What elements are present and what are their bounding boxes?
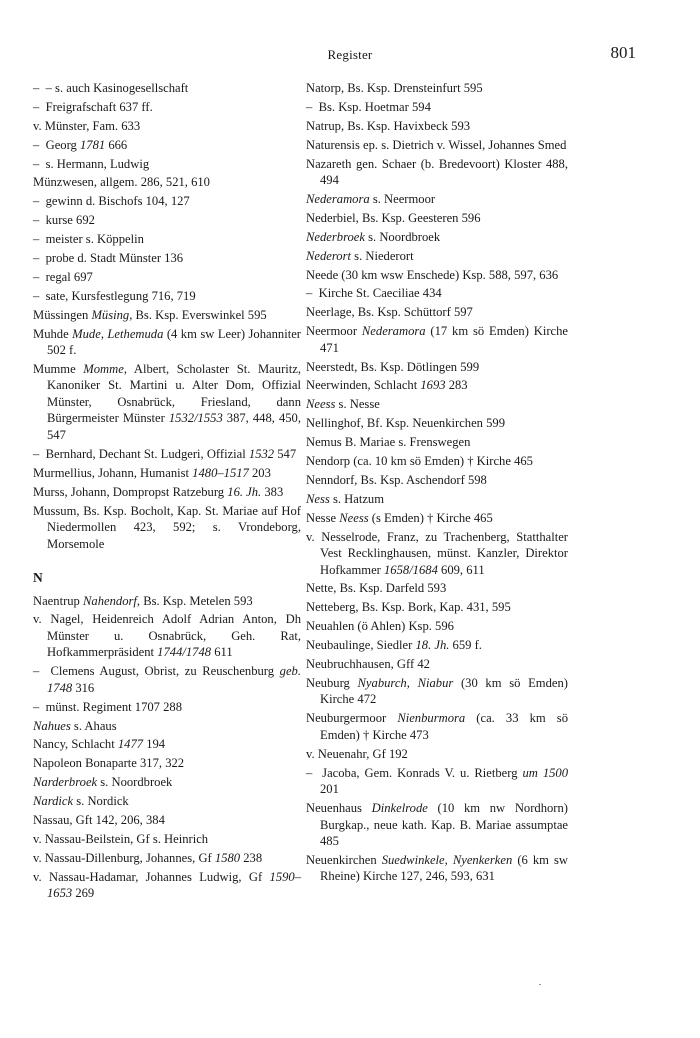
index-entry: Neerstedt, Bs. Ksp. Dötlingen 599 <box>306 359 480 374</box>
index-entry: Murss, Johann, Dompropst Ratzeburg 16. Jh. 383 <box>33 484 284 499</box>
index-entry: Mussum, Bs. Ksp. Bocholt, Kap. St. Mariae auf Hof Niedermollen 423, 592; s. Vrondeborg, Morsemole <box>33 503 301 551</box>
index-entry: Neubaulinge, Siedler 18. Jh. 659 f. <box>306 638 482 653</box>
page-number: 801 <box>610 43 636 62</box>
index-entry: Nemus B. Mariae s. Frenswegen <box>306 435 471 450</box>
index-entry: Neerlage, Bs. Ksp. Schüttorf 597 <box>306 305 473 320</box>
index-entry: – sate, Kursfestlegung 716, 719 <box>33 288 196 303</box>
index-entry: Nassau, Gft 142, 206, 384 <box>33 813 165 828</box>
index-entry: Nahues s. Ahaus <box>33 718 117 733</box>
index-entry: – gewinn d. Bischofs 104, 127 <box>33 194 190 209</box>
index-entry: Neubruchhausen, Gff 42 <box>306 657 430 672</box>
index-entry: Münzwesen, allgem. 286, 521, 610 <box>33 175 210 190</box>
index-entry: Neuburgermoor Nienburmora (ca. 33 km sö Emden) † Kirche 473 <box>306 711 568 742</box>
index-entry: Nederamora s. Neermoor <box>306 191 436 206</box>
index-entry: Narderbroek s. Noordbroek <box>33 775 173 790</box>
index-entry: v. Neuenahr, Gf 192 <box>306 746 408 761</box>
index-entry: Neuenhaus Dinkelrode (10 km nw Nordhorn) Burgkap., neue kath. Kap. B. Mariae assumptae 485 <box>306 801 568 848</box>
index-entry: Neermoor Nederamora (17 km sö Emden) Kirche 471 <box>306 324 569 355</box>
index-entry: v. Nassau-Hadamar, Johannes Ludwig, Gf 1590–1653 269 <box>33 869 301 901</box>
index-entry: Neuahlen (ö Ahlen) Ksp. 596 <box>306 619 454 634</box>
index-entry: v. Nesselrode, Franz, zu Trachenberg, Statthalter Vest Recklinghausen, münst. Kanzler, Direktor Hofkammer 1658/1684 609, 611 <box>306 529 568 577</box>
index-entry: v. Nagel, Heidenreich Adolf Adrian Anton, Dh Münster u. Osnabrück, Geh. Rat, Hofkammerpräsident 1744/1748 611 <box>33 612 301 660</box>
index-entry: Nenndorf, Bs. Ksp. Aschendorf 598 <box>306 472 487 487</box>
index-entry: – münst. Regiment 1707 288 <box>33 699 183 714</box>
index-column-right <box>306 80 568 887</box>
index-entry: Nederort s. Niederort <box>306 248 414 263</box>
index-entry: Nardick s. Nordick <box>33 794 129 809</box>
page-mark <box>539 984 541 985</box>
index-entry: Nellinghof, Bf. Ksp. Neuenkirchen 599 <box>306 416 506 431</box>
index-entry: – Bernhard, Dechant St. Ludgeri, Offizial 1532 547 <box>33 446 297 461</box>
index-entry: Netteberg, Bs. Ksp. Bork, Kap. 431, 595 <box>306 600 511 615</box>
index-entry: – Clemens August, Obrist, zu Reuschenburg geb. 1748 316 <box>33 664 301 695</box>
index-entry: – meister s. Köppelin <box>33 232 144 247</box>
index-entry: Natorp, Bs. Ksp. Drensteinfurt 595 <box>306 81 483 95</box>
index-entry: – Freigrafschaft 637 ff. <box>33 99 153 114</box>
index-entry: Müssingen Müsing, Bs. Ksp. Everswinkel 595 <box>33 307 267 322</box>
index-entry: Nazareth gen. Schaer (b. Bredevoort) Kloster 488, 494 <box>306 156 568 188</box>
index-entry: Murmellius, Johann, Humanist 1480–1517 203 <box>33 465 271 480</box>
index-entry: Neess s. Nesse <box>306 397 380 412</box>
index-entry: Nesse Neess (s Emden) † Kirche 465 <box>306 510 493 525</box>
index-entry: Natrup, Bs. Ksp. Havixbeck 593 <box>306 118 471 133</box>
index-entry: – Kirche St. Caeciliae 434 <box>306 286 442 301</box>
index-entry: Napoleon Bonaparte 317, 322 <box>33 756 185 771</box>
index-entry: – Jacoba, Gem. Konrads V. u. Rietberg um 1500 201 <box>306 765 569 797</box>
index-entry: Neuburg Nyaburch, Niabur (30 km sö Emden) Kirche 472 <box>306 675 568 707</box>
index-entry: Neuenkirchen Suedwinkele, Nyenkerken (6 km sw Rheine) Kirche 127, 246, 593, 631 <box>306 852 568 884</box>
index-entry: – probe d. Stadt Münster 136 <box>33 251 184 266</box>
index-entry: Muhde Mude, Lethemuda (4 km sw Leer) Johanniter 502 f. <box>33 326 301 358</box>
index-entry: Nancy, Schlacht 1477 194 <box>33 737 166 752</box>
index-entry: v. Nassau-Dillenburg, Johannes, Gf 1580 238 <box>33 850 263 865</box>
index-entry: Nette, Bs. Ksp. Darfeld 593 <box>306 581 447 596</box>
index-entry: Nendorp (ca. 10 km sö Emden) † Kirche 465 <box>306 454 533 469</box>
index-entry: Nederbroek s. Noordbroek <box>306 229 441 244</box>
index-entry: – Bs. Ksp. Hoetmar 594 <box>306 99 431 114</box>
index-entry: Neede (30 km wsw Enschede) Ksp. 588, 597, 636 <box>306 267 559 282</box>
index-entry: – kurse 692 <box>33 213 95 228</box>
index-entry: – Georg 1781 666 <box>33 137 128 152</box>
index-entry: – s. Hermann, Ludwig <box>33 156 150 171</box>
index-column-left <box>33 80 301 904</box>
index-entry: Naturensis ep. s. Dietrich v. Wissel, Johannes Smed <box>306 137 567 152</box>
section-letter: N <box>33 570 43 586</box>
index-entry: Nederbiel, Bs. Ksp. Geesteren 596 <box>306 210 481 225</box>
index-entry: – regal 697 <box>33 269 93 284</box>
index-entry: – – s. auch Kasinogesellschaft <box>33 81 189 95</box>
running-header-title: Register <box>327 47 373 62</box>
index-entry: Naentrup Nahendorf, Bs. Ksp. Metelen 593 <box>33 593 253 608</box>
index-entry: v. Münster, Fam. 633 <box>33 118 141 133</box>
index-entry: Neerwinden, Schlacht 1693 283 <box>306 378 468 393</box>
index-entry: v. Nassau-Beilstein, Gf s. Heinrich <box>33 831 209 846</box>
index-entry: Ness s. Hatzum <box>306 491 385 506</box>
index-entry: Mumme Momme, Albert, Scholaster St. Mauritz, Kanoniker St. Martini u. Alter Dom, Offizial Münster, Osnabrück, Friesland, dann Bürgermeister Münster 1532/1553 387, 448, 450, 547 <box>33 361 301 442</box>
